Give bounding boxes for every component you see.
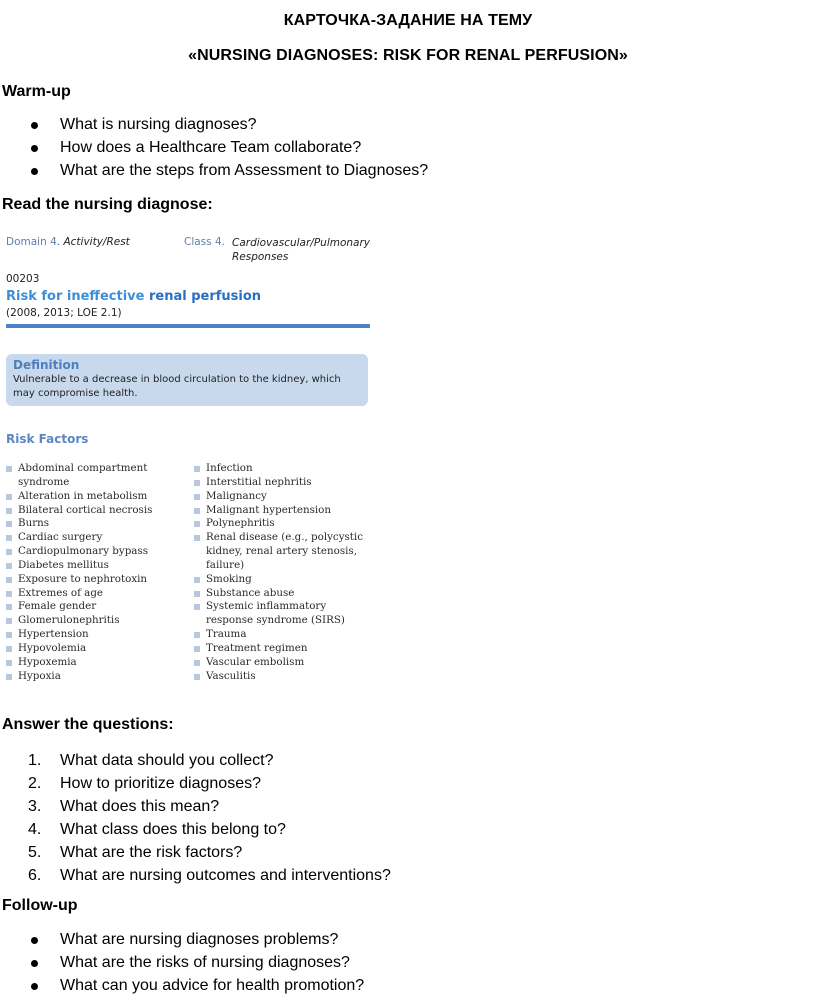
list-item: Cardiac surgery [6,531,181,545]
square-bullet-icon [6,660,12,666]
bullet-icon [31,122,38,129]
list-item: Glomerulonephritis [6,614,181,628]
list-item: Malignant hypertension [194,504,374,518]
list-item-text: What data should you collect? [60,752,274,769]
list-item: Hypertension [6,628,181,642]
list-item: Extremes of age [6,587,181,601]
square-bullet-icon [194,466,200,472]
answer-heading: Answer the questions: [2,716,174,733]
list-item: 6. What are nursing outcomes and interventions? [28,867,391,884]
square-bullet-icon [194,660,200,666]
square-bullet-icon [6,549,12,555]
approval-info: (2008, 2013; LOE 2.1) [6,307,122,319]
risk-factors-heading: Risk Factors [6,432,89,446]
list-item: Vascular embolism [194,656,374,670]
square-bullet-icon [6,577,12,583]
square-bullet-icon [194,632,200,638]
list-item: 2. How to prioritize diagnoses? [28,775,261,792]
bullet-icon [31,145,38,152]
square-bullet-icon [194,535,200,541]
square-bullet-icon [6,591,12,597]
list-item: Trauma [194,628,374,642]
list-item: Malignancy [194,490,374,504]
list-item: Burns [6,517,181,531]
bullet-icon [31,937,38,944]
square-bullet-icon [194,494,200,500]
risk-factors-right [194,462,374,684]
warmup-list [0,115,428,184]
list-item: Infection [194,462,374,476]
square-bullet-icon [6,604,12,610]
bullet-icon [31,960,38,967]
list-item: Treatment regimen [194,642,374,656]
list-item: Exposure to nephrotoxin [6,573,181,587]
list-item-text: What is nursing diagnoses? [60,116,257,133]
definition-text: Vulnerable to a decrease in blood circulation to the kidney, which may compromise health. [13,374,341,399]
square-bullet-icon [6,632,12,638]
risk-factors-left [6,462,181,684]
square-bullet-icon [194,674,200,680]
list-item [0,930,364,953]
list-item [0,161,428,184]
list-item-text: What are nursing outcomes and interventions? [60,867,391,884]
list-item: Hypovolemia [6,642,181,656]
square-bullet-icon [6,494,12,500]
nursing-diagnosis-card [6,233,370,688]
list-item-text: How to prioritize diagnoses? [60,775,261,792]
list-item: Bilateral cortical necrosis [6,504,181,518]
list-item: Diabetes mellitus [6,559,181,573]
bullet-icon [31,168,38,175]
diagnosis-code: 00203 [6,273,40,285]
list-item-text: What are the risks of nursing diagnoses? [60,954,350,971]
square-bullet-icon [6,508,12,514]
list-item: Abdominal compartment syndrome [6,462,181,490]
list-item: Substance abuse [194,587,374,601]
read-heading: Read the nursing diagnose: [2,196,213,213]
list-item: Renal disease (e.g., polycystic kidney, renal artery stenosis, failure) [194,531,374,573]
list-item [0,138,428,161]
square-bullet-icon [6,521,12,527]
list-item-text: What are the risk factors? [60,844,243,861]
definition-box [6,354,368,406]
list-item: Female gender [6,600,181,614]
list-item-text: How does a Healthcare Team collaborate? [60,139,362,156]
square-bullet-icon [194,604,200,610]
page-title-line1: КАРТОЧКА-ЗАДАНИЕ НА ТЕМУ [283,12,533,29]
page-title-line2: «NURSING DIAGNOSES: RISK FOR RENAL PERFUSION» [188,47,628,64]
square-bullet-icon [6,618,12,624]
list-item: Hypoxemia [6,656,181,670]
list-item: 4. What class does this belong to? [28,821,286,838]
list-item: Smoking [194,573,374,587]
list-item-text: What does this mean? [60,798,220,815]
square-bullet-icon [194,577,200,583]
list-item: 3. What does this mean? [28,798,220,815]
square-bullet-icon [6,535,12,541]
square-bullet-icon [194,591,200,597]
domain-label: Domain 4. Activity/Rest [6,236,130,248]
list-item [0,953,364,976]
bullet-icon [31,983,38,990]
square-bullet-icon [6,646,12,652]
list-item: Hypoxia [6,670,181,684]
warmup-heading: Warm-up [2,83,71,100]
list-item: Alteration in metabolism [6,490,181,504]
list-item: 1. What data should you collect? [28,752,274,769]
list-item: Systemic inflammatory response syndrome (SIRS) [194,600,374,628]
square-bullet-icon [6,466,12,472]
list-item [0,115,428,138]
square-bullet-icon [194,521,200,527]
square-bullet-icon [194,646,200,652]
square-bullet-icon [6,563,12,569]
diagnosis-title: Risk for ineffective renal perfusion [6,289,262,304]
followup-heading: Follow-up [2,897,78,914]
list-item: Interstitial nephritis [194,476,374,490]
square-bullet-icon [6,674,12,680]
list-item: Cardiopulmonary bypass [6,545,181,559]
followup-list [0,930,364,999]
definition-heading: Definition [13,358,80,372]
divider [6,324,370,328]
list-item-text: What class does this belong to? [60,821,286,838]
square-bullet-icon [194,480,200,486]
square-bullet-icon [194,508,200,514]
list-item: 5. What are the risk factors? [28,844,243,861]
list-item-text: What are the steps from Assessment to Diagnoses? [60,162,429,179]
list-item: Vasculitis [194,670,374,684]
list-item [0,976,364,999]
list-item-text: What are nursing diagnoses problems? [60,931,339,948]
list-item-text: What can you advice for health promotion? [60,977,365,994]
answer-list [0,751,391,889]
class-label: Class 4. Cardiovascular/Pulmonary Responses [184,236,371,263]
list-item: Polynephritis [194,517,374,531]
